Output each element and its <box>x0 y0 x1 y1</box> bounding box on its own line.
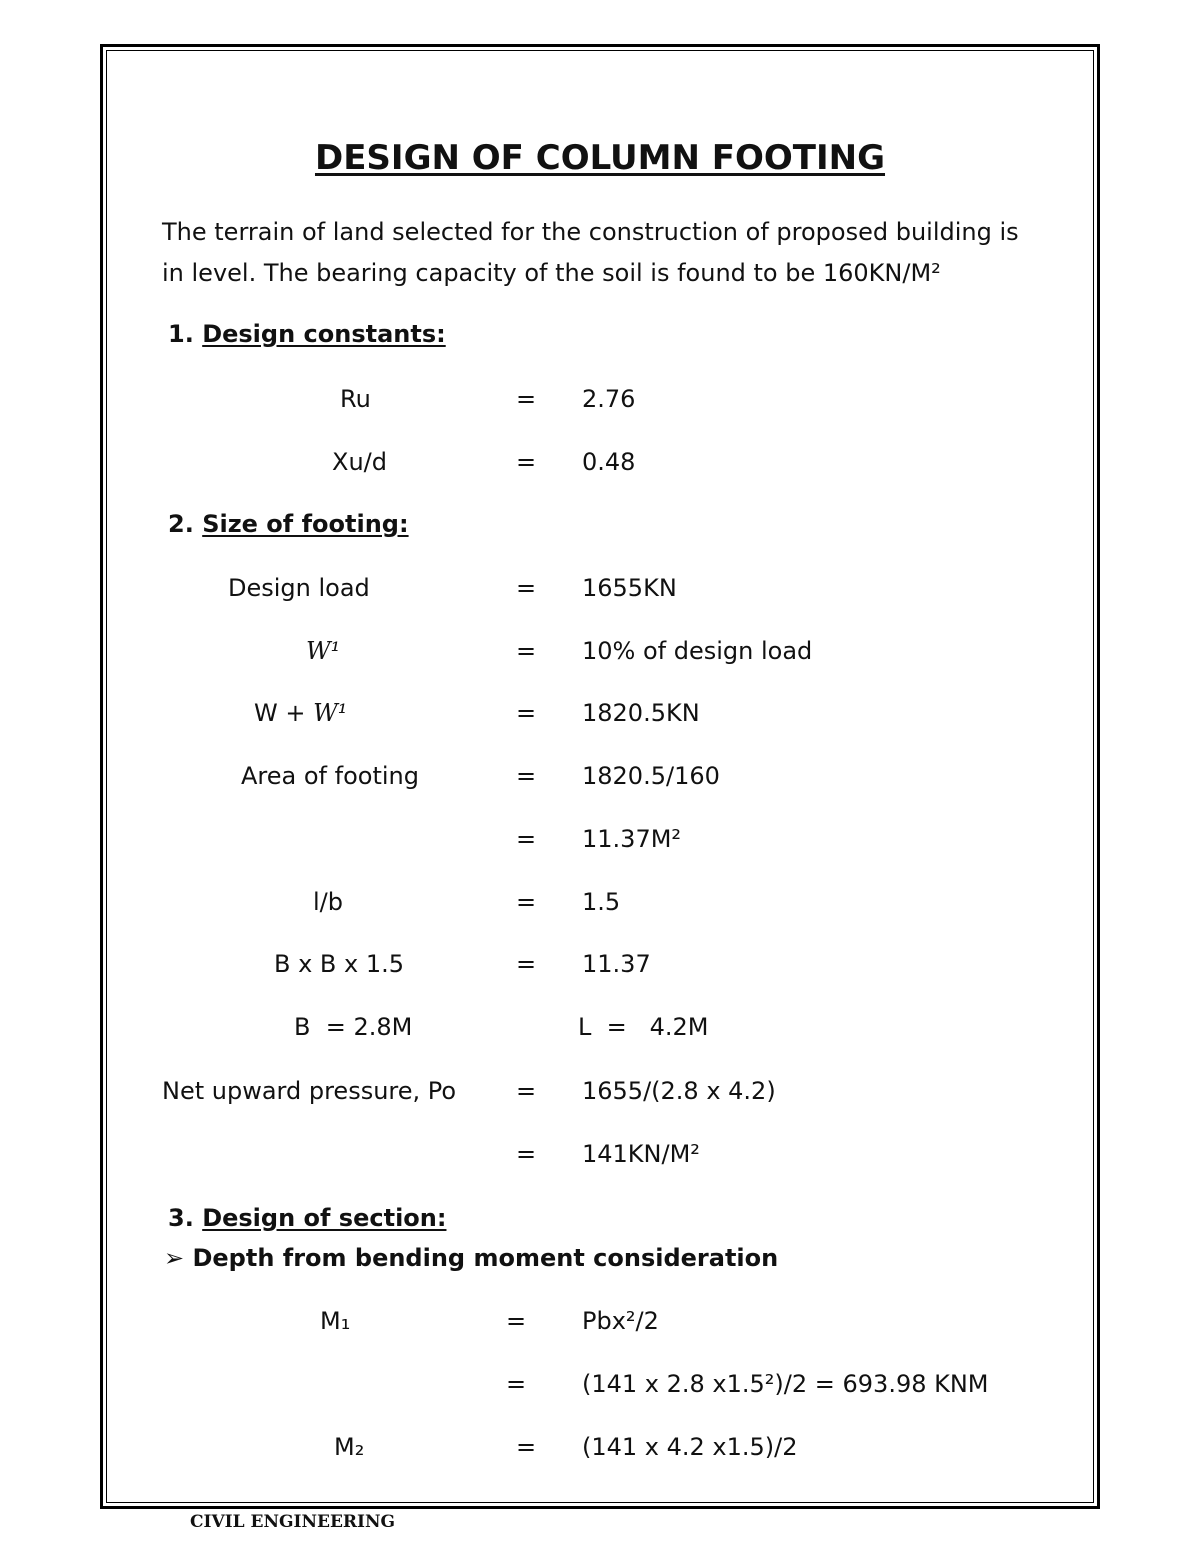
row-bxb-equals: = <box>516 950 537 978</box>
row-net-pressure-result-equals: = <box>516 1140 537 1168</box>
row-m2-value: (141 x 4.2 x1.5)/2 <box>582 1433 798 1461</box>
section-3-title: Design of section: <box>202 1204 447 1232</box>
row-lb-value: 1.5 <box>582 888 621 916</box>
row-w-plus-w1-label <box>254 699 347 727</box>
row-net-pressure-label: Net upward pressure, Po <box>162 1077 457 1105</box>
row-bxb-value: 11.37 <box>582 950 651 978</box>
row-xud-label: Xu/d <box>332 448 387 476</box>
row-w1-value: 10% of design load <box>582 637 813 665</box>
row-ru-label: Ru <box>340 385 371 413</box>
section-1-heading <box>168 320 446 348</box>
row-m1-result-equals: = <box>506 1370 527 1398</box>
row-w1-equals: = <box>516 637 537 665</box>
row-w-plus-w1-prefix: W + <box>254 699 314 727</box>
row-bxb-label: B x B x 1.5 <box>274 950 405 978</box>
row-design-load-value: 1655KN <box>582 574 677 602</box>
row-ru-equals: = <box>516 385 537 413</box>
section-3-bullet-text: Depth from bending moment consideration <box>192 1244 779 1272</box>
row-w1-label: W¹ <box>306 637 341 665</box>
row-m2-equals: = <box>516 1433 537 1461</box>
arrowhead-bullet-icon: ➢ <box>164 1244 185 1272</box>
row-design-load-label: Design load <box>228 574 370 602</box>
row-area-value: 1820.5/160 <box>582 762 720 790</box>
row-m1-result-value: (141 x 2.8 x1.5²)/2 = 693.98 KNM <box>582 1370 989 1398</box>
row-area-equals: = <box>516 762 537 790</box>
section-3-heading <box>168 1204 446 1232</box>
row-m2-label: M₂ <box>334 1433 365 1461</box>
section-2-number: 2. <box>168 510 194 538</box>
section-3-number: 3. <box>168 1204 194 1232</box>
row-lb-equals: = <box>516 888 537 916</box>
row-w-plus-w1-value: 1820.5KN <box>582 699 700 727</box>
row-ru-value: 2.76 <box>582 385 636 413</box>
intro-line-1: The terrain of land selected for the construction of proposed building is <box>162 218 1019 246</box>
intro-line-2: in level. The bearing capacity of the soil is found to be 160KN/M² <box>162 259 941 287</box>
row-area-label: Area of footing <box>241 762 419 790</box>
row-net-pressure-value: 1655/(2.8 x 4.2) <box>582 1077 776 1105</box>
row-area-result-value: 11.37M² <box>582 825 682 853</box>
row-lb-label: l/b <box>313 888 343 916</box>
row-m1-value: Pbx²/2 <box>582 1307 659 1335</box>
row-b-dim-label: B = 2.8M <box>294 1013 413 1041</box>
section-3-bullet-item <box>164 1244 778 1272</box>
row-m1-equals: = <box>506 1307 527 1335</box>
row-area-result-equals: = <box>516 825 537 853</box>
section-2-title: Size of footing: <box>202 510 409 538</box>
row-net-pressure-result-value: 141KN/M² <box>582 1140 700 1168</box>
row-w-plus-w1-symbol: W¹ <box>313 699 348 727</box>
row-design-load-equals: = <box>516 574 537 602</box>
row-m1-label: M₁ <box>320 1307 351 1335</box>
section-1-number: 1. <box>168 320 194 348</box>
footer-text: CIVIL ENGINEERING <box>190 1512 396 1532</box>
row-xud-value: 0.48 <box>582 448 636 476</box>
row-net-pressure-equals: = <box>516 1077 537 1105</box>
row-w-plus-w1-equals: = <box>516 699 537 727</box>
page-title: DESIGN OF COLUMN FOOTING <box>314 138 886 178</box>
section-1-title: Design constants: <box>202 320 446 348</box>
row-l-dim-value: L = 4.2M <box>578 1013 709 1041</box>
row-xud-equals: = <box>516 448 537 476</box>
section-2-heading <box>168 510 409 538</box>
